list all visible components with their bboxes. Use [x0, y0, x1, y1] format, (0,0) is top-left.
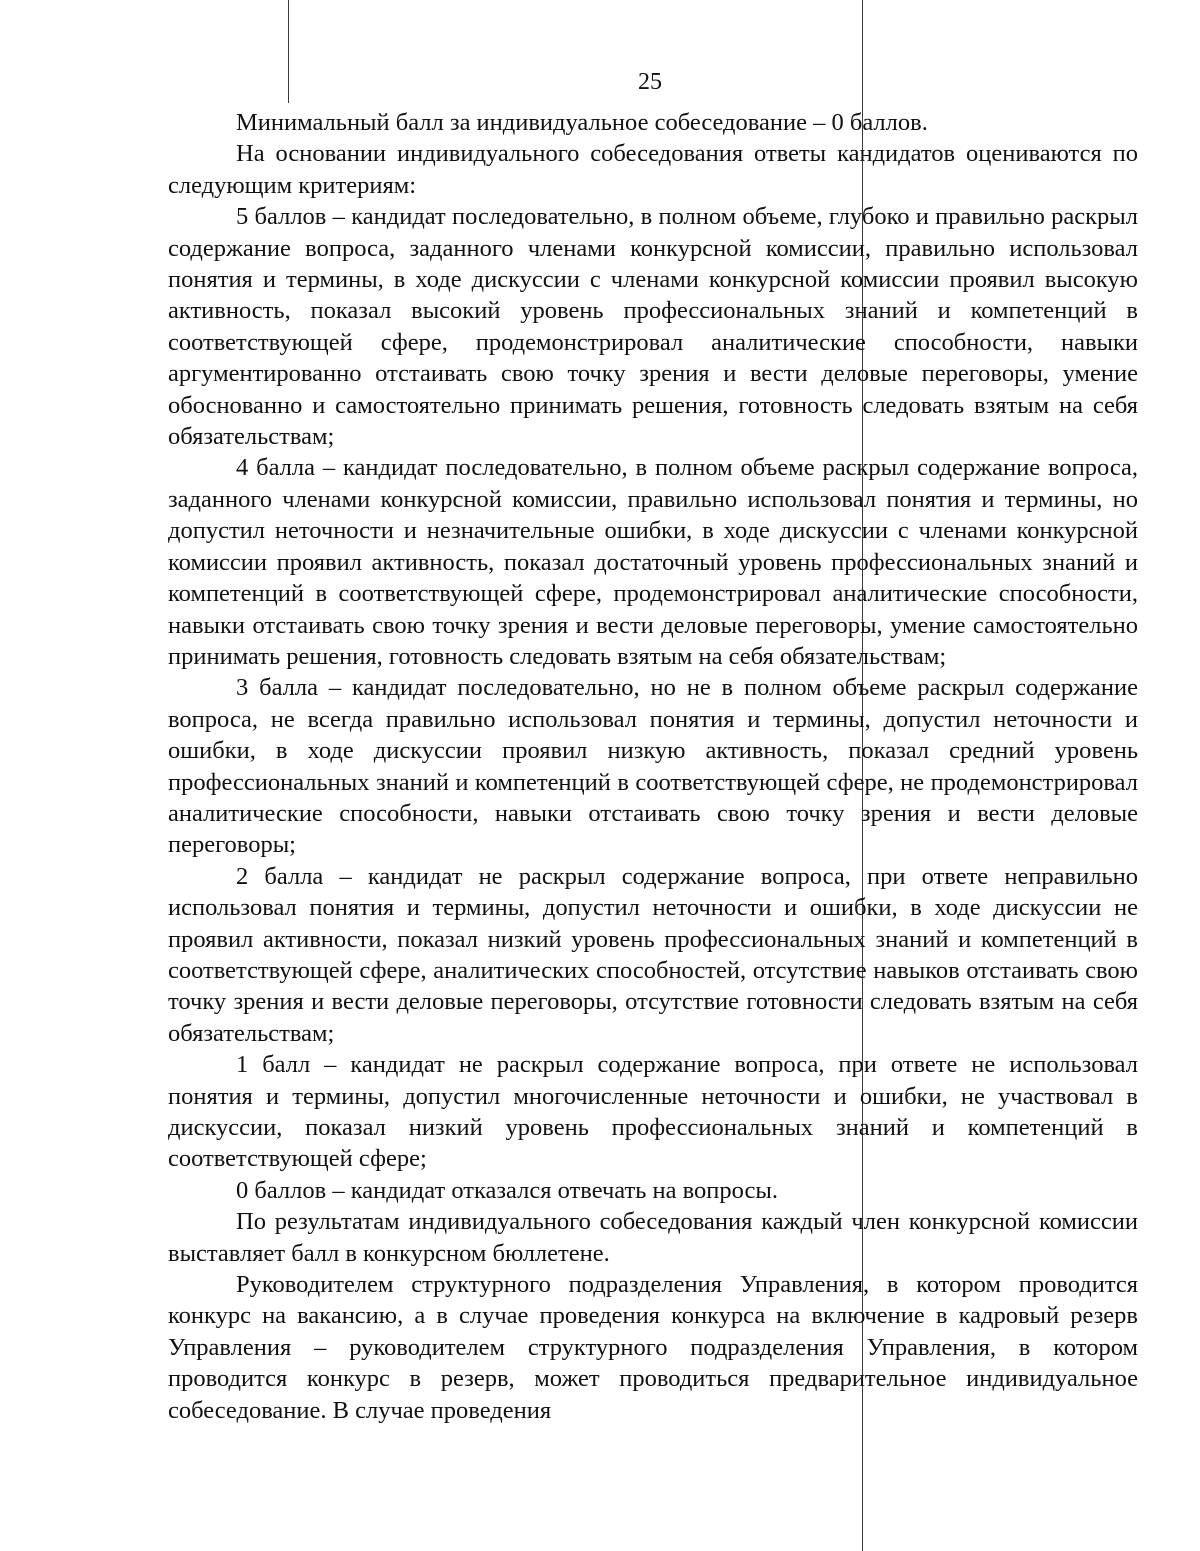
paragraph-score-4: 4 балла – кандидат последовательно, в полном объеме раскрыл содержание вопроса, заданного членами конкурсной комиссии, правильно использовал понятия и термины, но допустил неточности и незначительные ошибки, в ходе дискуссии с членами конкурсной комиссии проявил активность, показал достаточный уровень профессиональных знаний и компетенций в соответствующей сфере, продемонстрировал аналитические способности, навыки отстаивать свою точку зрения и вести деловые переговоры, умение самостоятельно принимать решения, готовность следовать взятым на себя обязательствам;: [168, 454, 1138, 670]
paragraph-criteria-intro: На основании индивидуального собеседования ответы кандидатов оцениваются по следующим критериям:: [168, 140, 1138, 199]
paragraph-score-0: 0 баллов – кандидат отказался отвечать на вопросы.: [236, 1176, 778, 1204]
paragraph-ballot: По результатам индивидуального собеседования каждый член конкурсной комиссии выставляет балл в конкурсном бюллетене.: [168, 1208, 1138, 1267]
paragraph-score-2: 2 балла – кандидат не раскрыл содержание вопроса, при ответе неправильно использовал понятия и термины, допустил неточности и ошибки, в ходе дискуссии не проявил активности, показал низкий уровень профессиональных знаний и компетенций в соответствующей сфере, аналитических способностей, отсутствие навыков отстаивать свою точку зрения и вести деловые переговоры, отсутствие готовности следовать взятым на себя обязательствам;: [168, 862, 1138, 1047]
paragraph-min-score: Минимальный балл за индивидуальное собеседование – 0 баллов.: [236, 109, 928, 136]
paragraph-score-5: 5 баллов – кандидат последовательно, в полном объеме, глубоко и правильно раскрыл содержание вопроса, заданного членами конкурсной комиссии, правильно использовал понятия и термины, в ходе дискуссии с членами конкурсной комиссии проявил высокую активность, показал высокий уровень профессиональных знаний и компетенций в соответствующей сфере, продемонстрировал аналитические способности, навыки аргументированно отстаивать свою точку зрения и вести деловые переговоры, умение обоснованно и самостоятельно принимать решения, готовность следовать взятым на себя обязательствам;: [168, 203, 1138, 451]
paragraph-score-3: 3 балла – кандидат последовательно, но не в полном объеме раскрыл содержание вопроса, не всегда правильно использовал понятия и термины, допустил неточности и ошибки, в ходе дискуссии проявил низкую активность, показал средний уровень профессиональных знаний и компетенций в соответствующей сфере, не продемонстрировал аналитические способности, навыки отстаивать свою точку зрения и вести деловые переговоры;: [168, 674, 1138, 859]
paragraph-score-1: 1 балл – кандидат не раскрыл содержание вопроса, при ответе не использовал понятия и термины, допустил многочисленные неточности и ошибки, не участвовал в дискуссии, показал низкий уровень профессиональных знаний и компетенций в соответствующей сфере;: [168, 1051, 1138, 1173]
paragraph-preliminary-interview: Руководителем структурного подразделения Управления, в котором проводится конкурс на вакансию, а в случае проведения конкурса на включение в кадровый резерв Управления – руководителем структурного подразделения Управления, в котором проводится конкурс в резерв, может проводиться предварительное индивидуальное собеседование. В случае проведения: [168, 1271, 1138, 1424]
document-body: [168, 107, 1138, 1426]
page-number: 25: [638, 69, 662, 95]
